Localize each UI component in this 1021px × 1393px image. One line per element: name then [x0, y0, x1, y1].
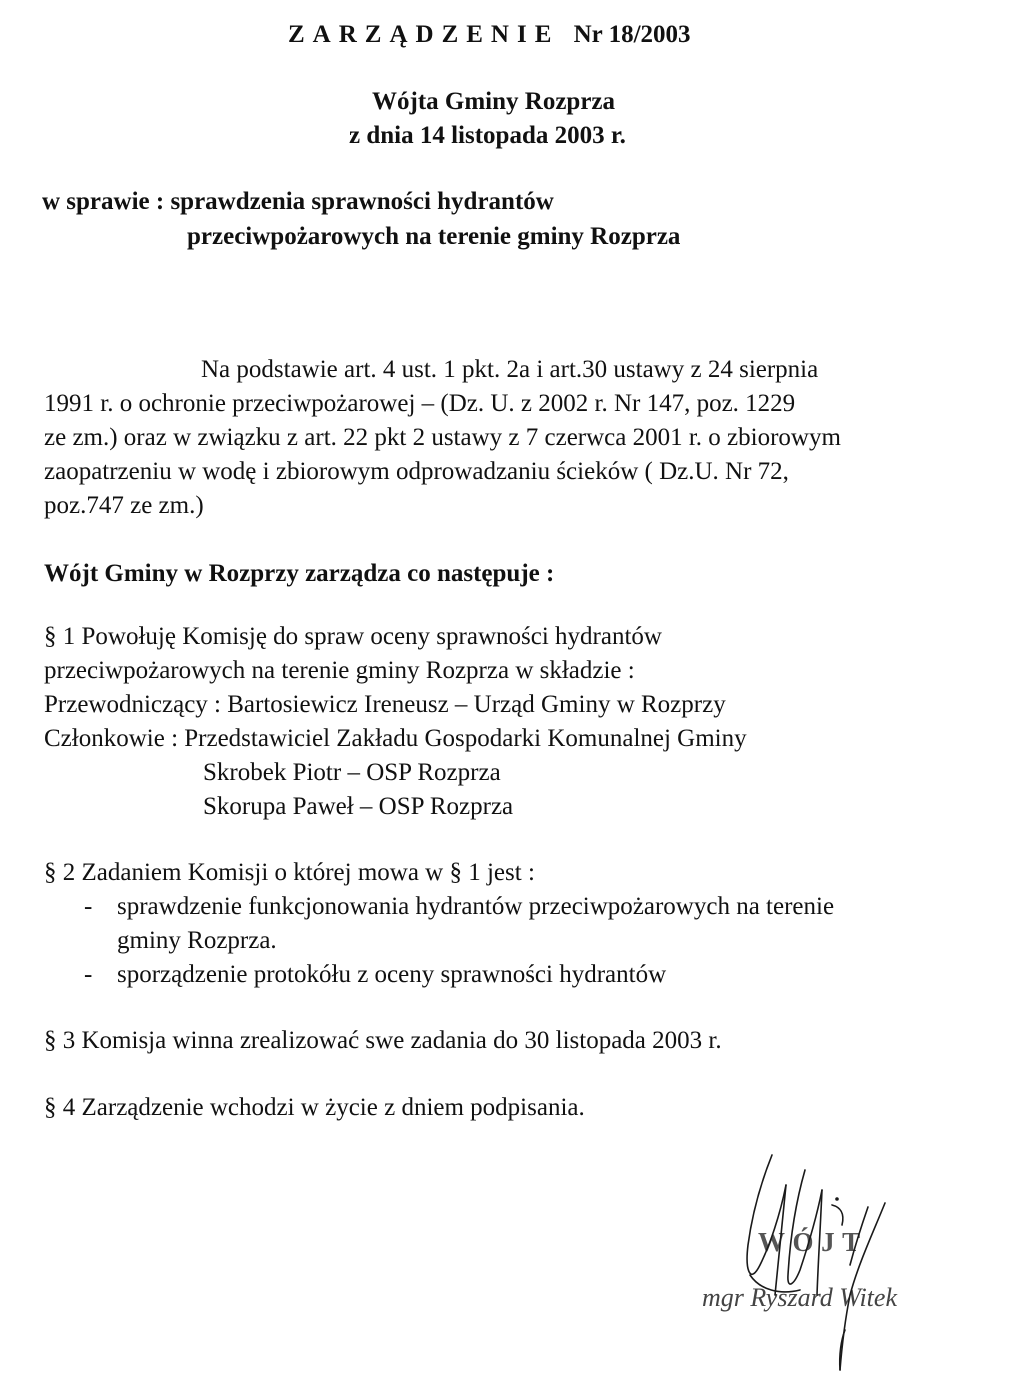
preamble-line: zaopatrzeniu w wodę i zbiorowym odprowadzaniu ścieków ( Dz.U. Nr 72,: [44, 458, 789, 485]
decree-heading: Wójt Gminy w Rozprzy zarządza co następuje :: [44, 560, 555, 587]
handwritten-signature: [690, 1145, 930, 1375]
subject-line-1: w sprawie : sprawdzenia sprawności hydrantów: [42, 188, 554, 215]
section-1-line: Członkowie : Przedstawiciel Zakładu Gospodarki Komunalnej Gminy: [44, 725, 747, 752]
title-number: Nr 18/2003: [573, 21, 691, 48]
stamp-title: WÓJT: [758, 1227, 868, 1257]
subject-line-2: przeciwpożarowych na terenie gminy Rozprza: [187, 223, 681, 250]
section-1-line: przeciwpożarowych na terenie gminy Rozprza w składzie :: [44, 657, 635, 684]
section-3: § 3 Komisja winna zrealizować swe zadania do 30 listopada 2003 r.: [44, 1027, 722, 1054]
section-4: § 4 Zarządzenie wchodzi w życie z dniem podpisania.: [44, 1094, 585, 1121]
section-1-line: § 1 Powołuję Komisję do spraw oceny sprawności hydrantów: [44, 623, 662, 650]
title-word: ZARZĄDZENIE: [288, 21, 560, 48]
section-1-line: Przewodniczący : Bartosiewicz Ireneusz – Urząd Gminy w Rozprzy: [44, 691, 726, 718]
preamble-line: poz.747 ze zm.): [44, 492, 204, 519]
document-title: [288, 20, 691, 50]
section-2-item: sprawdzenie funkcjonowania hydrantów przeciwpożarowych na terenie: [117, 893, 835, 920]
section-2-item: sporządzenie protokółu z oceny sprawności hydrantów: [117, 961, 667, 988]
section-1-line: Skorupa Paweł – OSP Rozprza: [203, 793, 514, 820]
preamble-line: Na podstawie art. 4 ust. 1 pkt. 2a i art.30 ustawy z 24 sierpnia: [201, 356, 819, 383]
bullet-mark: -: [84, 961, 93, 988]
preamble-line: 1991 r. o ochronie przeciwpożarowej – (Dz. U. z 2002 r. Nr 147, poz. 1229: [44, 390, 796, 417]
stamp-name: mgr Ryszard Witek: [702, 1283, 897, 1312]
bullet-mark: -: [84, 893, 93, 920]
section-2-intro: § 2 Zadaniem Komisji o której mowa w § 1 jest :: [44, 859, 535, 886]
section-2-item: gminy Rozprza.: [117, 927, 277, 954]
preamble-line: ze zm.) oraz w związku z art. 22 pkt 2 ustawy z 7 czerwca 2001 r. o zbiorowym: [44, 424, 841, 451]
issue-date: z dnia 14 listopada 2003 r.: [349, 122, 626, 149]
section-1-line: Skrobek Piotr – OSP Rozprza: [203, 759, 501, 786]
issuer: Wójta Gminy Rozprza: [372, 88, 616, 115]
